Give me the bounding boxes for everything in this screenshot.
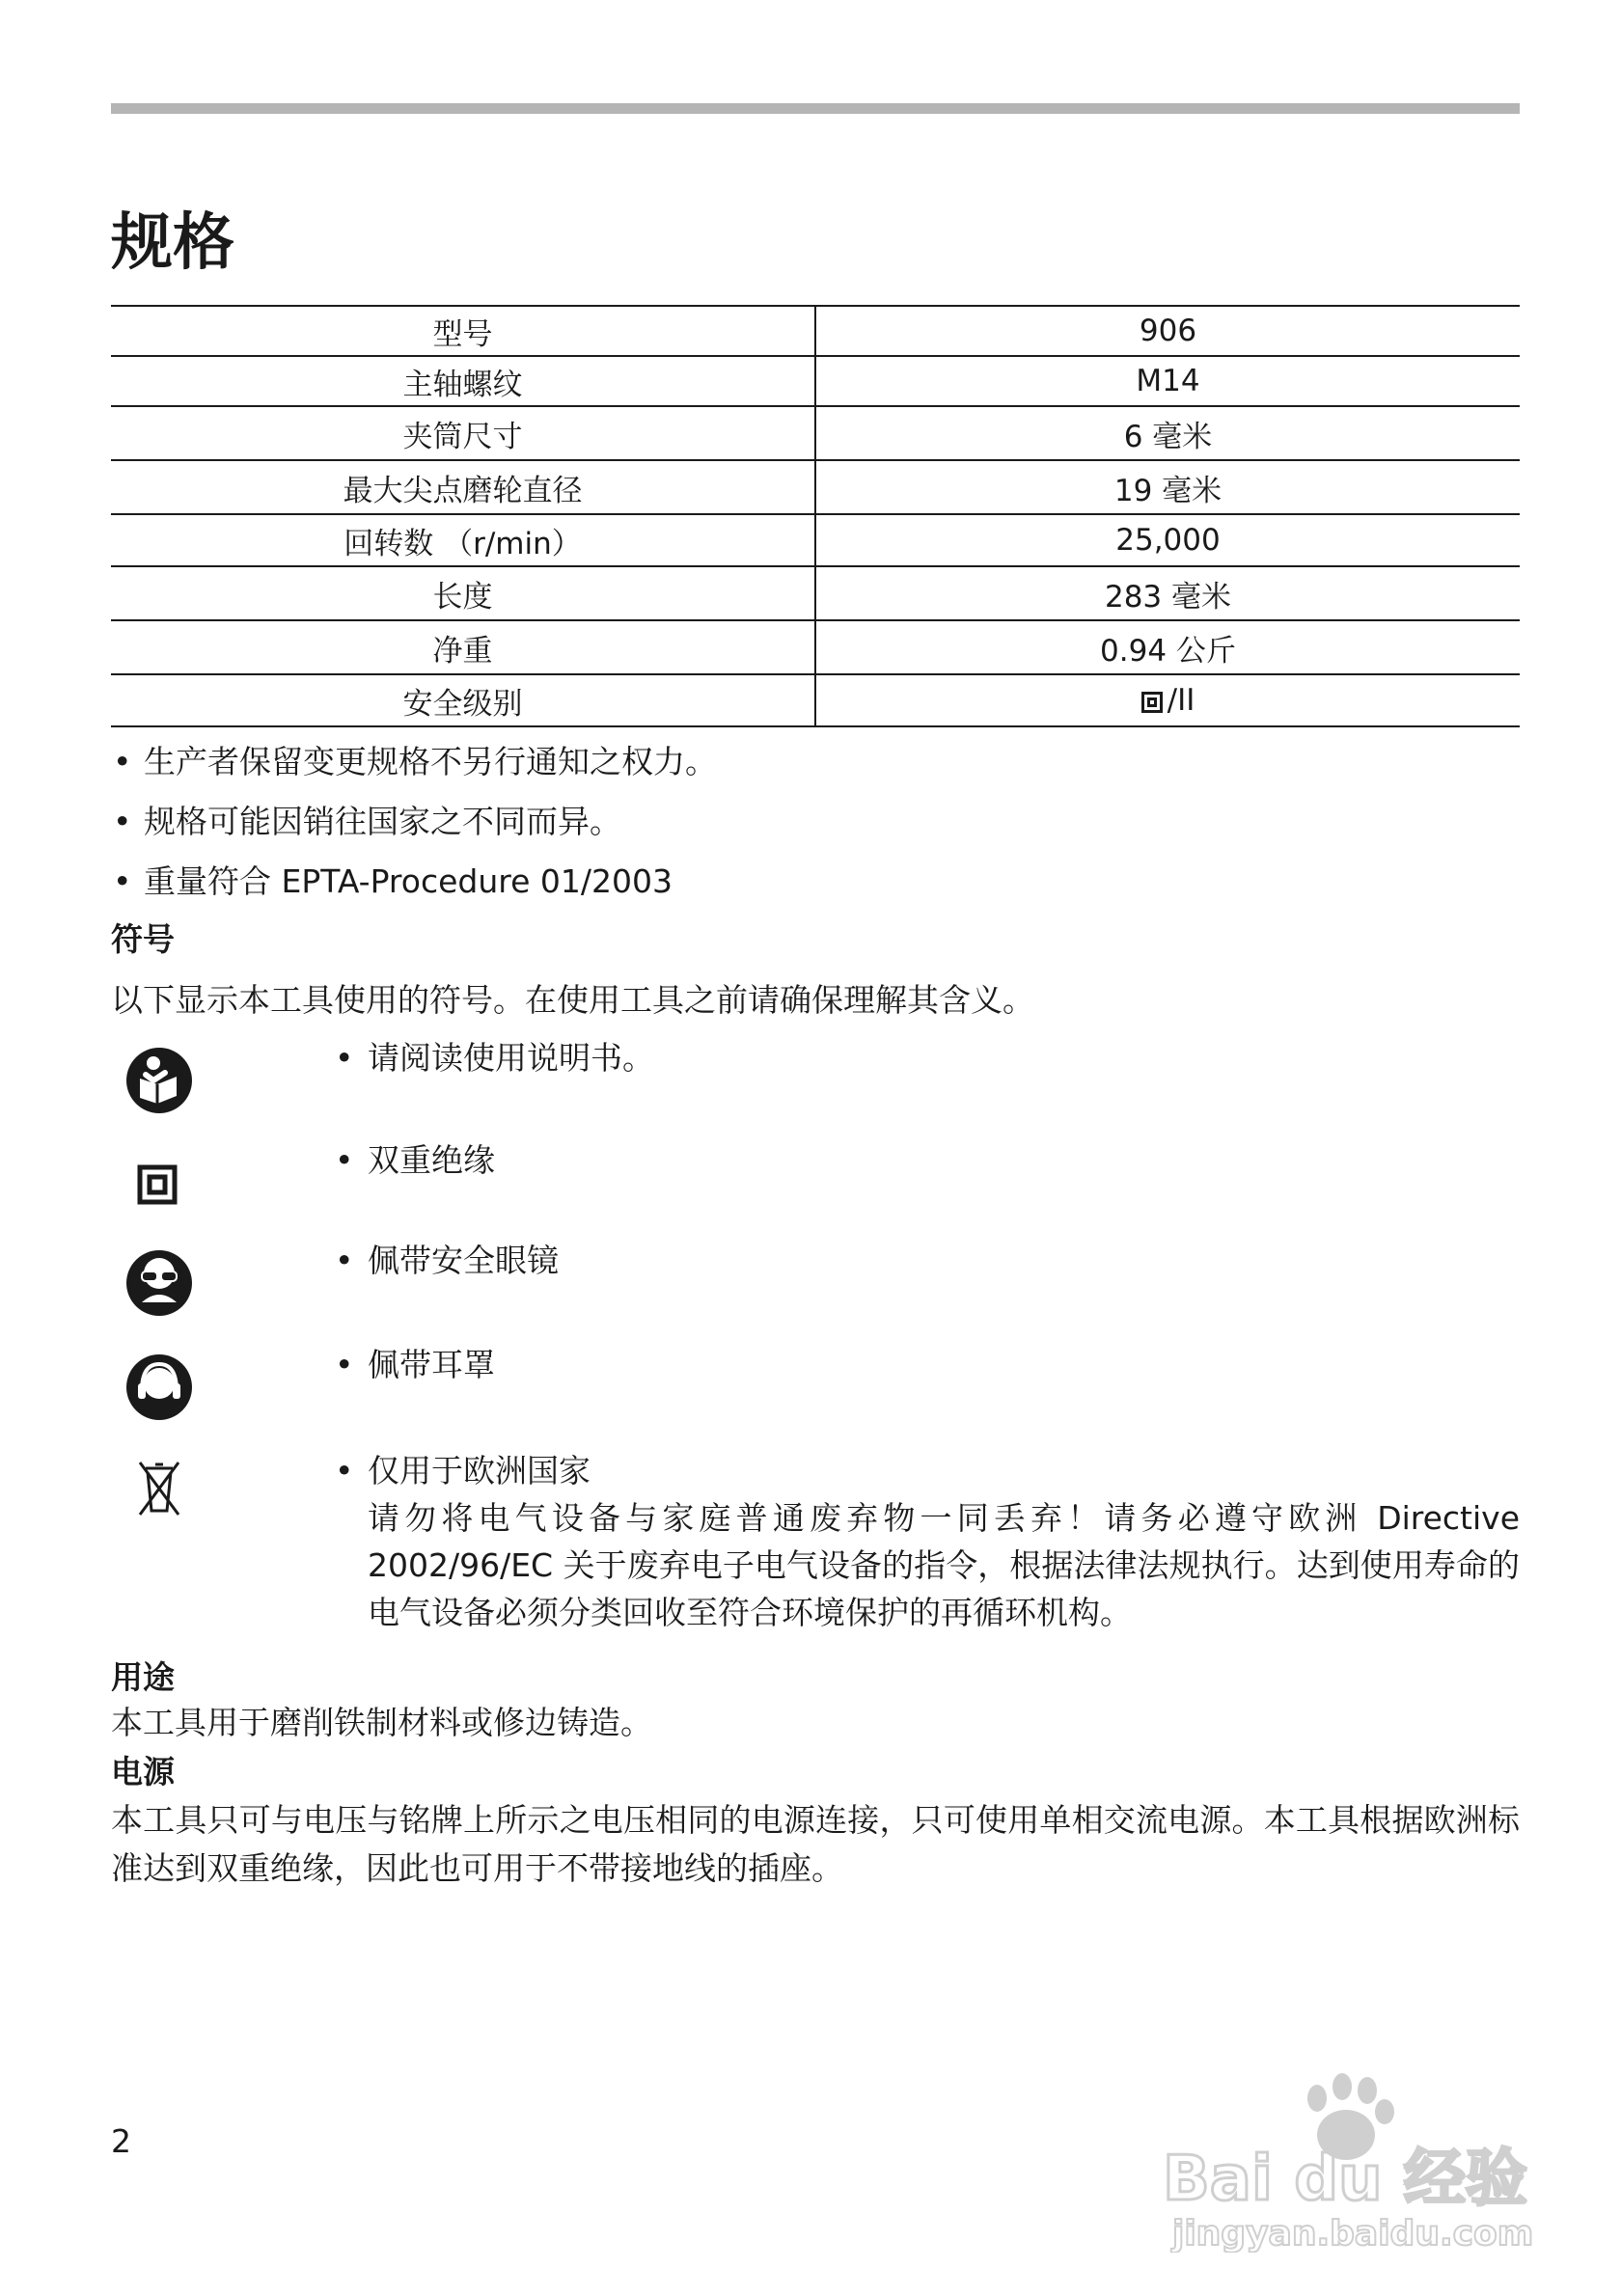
symbol-label: • 仅用于欧洲国家 xyxy=(368,1452,591,1490)
spec-label: 型号 xyxy=(111,306,815,356)
baidu-watermark xyxy=(1153,2060,1539,2253)
spec-value: M14 xyxy=(815,356,1520,406)
symbol-text xyxy=(335,1136,1520,1184)
table-row xyxy=(111,514,1520,566)
top-rule xyxy=(111,103,1520,114)
spec-label: 长度 xyxy=(111,566,815,620)
read-manual-icon xyxy=(119,1034,200,1115)
double-insulation-icon xyxy=(119,1136,200,1217)
symbol-text xyxy=(335,1447,1520,1636)
spec-value: 283 毫米 xyxy=(815,566,1520,620)
table-row xyxy=(111,356,1520,406)
list-item: • 重量符合 EPTA-Procedure 01/2003 xyxy=(111,858,1520,917)
symbol-label: 双重绝缘 xyxy=(368,1141,495,1179)
symbol-text xyxy=(335,1237,1520,1284)
spec-value: 19 毫米 xyxy=(815,460,1520,514)
weee-directive-text: 请勿将电气设备与家庭普通废弃物一同丢弃！请务必遵守欧洲 Directive 2002/96/EC 关于废弃电子电气设备的指令，根据法律法规执行。达到使用寿命的电气设备必须分类回收至符合环境保护的再循环机构。 xyxy=(368,1499,1520,1631)
spec-label: 夹筒尺寸 xyxy=(111,406,815,460)
usage-heading: 用途 xyxy=(111,1658,175,1696)
page-title: 规格 xyxy=(111,207,234,279)
watermark-url: jingyan.baidu.com xyxy=(1172,2214,1534,2253)
table-row xyxy=(111,306,1520,356)
page-number: 2 xyxy=(111,2122,131,2160)
spec-value: 25,000 xyxy=(815,514,1520,566)
spec-notes xyxy=(111,738,1520,917)
spec-label: 最大尖点磨轮直径 xyxy=(111,460,815,514)
power-text: 本工具只可与电压与铭牌上所示之电压相同的电源连接，只可使用单相交流电源。本工具根据欧洲标准达到双重绝缘，因此也可用于不带接地线的插座。 xyxy=(111,1801,1520,1887)
spec-value xyxy=(815,674,1520,726)
spec-label: 回转数 （r/min） xyxy=(111,514,815,566)
safety-glasses-icon xyxy=(119,1237,200,1318)
table-row xyxy=(111,620,1520,674)
list-item: • 生产者保留变更规格不另行通知之权力。 xyxy=(111,738,1520,798)
symbol-label: 请阅读使用说明书。 xyxy=(368,1039,654,1077)
spec-label: 净重 xyxy=(111,620,815,674)
table-row xyxy=(111,406,1520,460)
table-row xyxy=(111,674,1520,726)
symbols-intro: 以下显示本工具使用的符号。在使用工具之前请确保理解其含义。 xyxy=(111,981,1034,1019)
spec-value: 0.94 公斤 xyxy=(815,620,1520,674)
list-item: • 规格可能因销往国家之不同而异。 xyxy=(111,798,1520,858)
usage-text: 本工具用于磨削铁制材料或修边铸造。 xyxy=(111,1704,652,1741)
spec-label: 主轴螺纹 xyxy=(111,356,815,406)
power-heading: 电源 xyxy=(111,1753,175,1790)
spec-value: 906 xyxy=(815,306,1520,356)
symbol-text xyxy=(335,1341,1520,1388)
ear-protection-icon xyxy=(119,1341,200,1422)
table-row xyxy=(111,460,1520,514)
symbol-label: 佩带安全眼镜 xyxy=(368,1242,559,1279)
spec-label: 安全级别 xyxy=(111,674,815,726)
safety-class-text: /II xyxy=(1167,683,1195,718)
spec-table xyxy=(111,305,1520,727)
symbol-text xyxy=(335,1034,1520,1081)
symbols-heading: 符号 xyxy=(111,920,175,958)
watermark-brand: Bai du 经验 xyxy=(1163,2144,1527,2215)
table-row xyxy=(111,566,1520,620)
symbol-label: 佩带耳罩 xyxy=(368,1346,495,1383)
double-insulation-icon xyxy=(1141,692,1163,713)
crossed-bin-icon xyxy=(119,1447,200,1528)
spec-value: 6 毫米 xyxy=(815,406,1520,460)
